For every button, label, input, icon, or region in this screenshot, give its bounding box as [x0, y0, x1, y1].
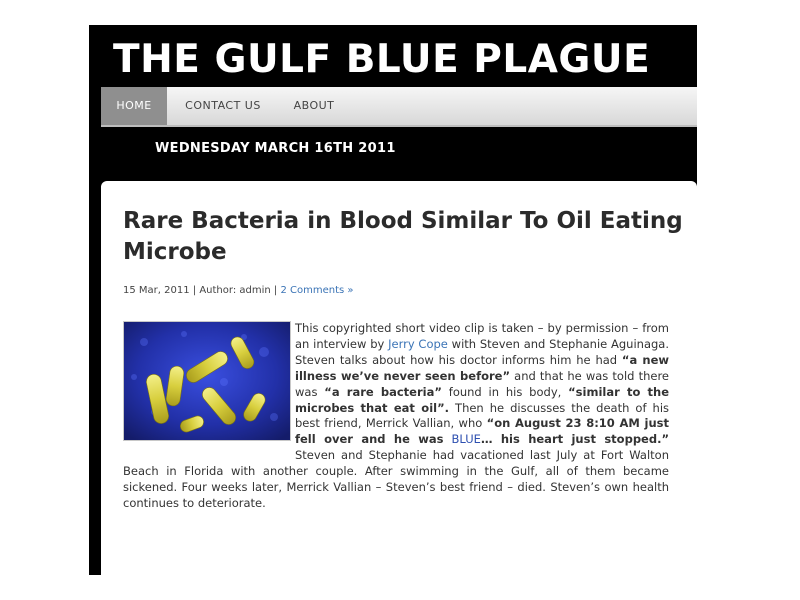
meta-separator: |	[192, 285, 197, 296]
quote-fell-over: “on August 23 8:10 AM just fell over and he was	[295, 416, 670, 447]
body-text-4: found in his body,	[448, 384, 562, 399]
main-nav	[101, 87, 697, 127]
interviewer-link[interactable]: Jerry Cope	[388, 336, 448, 351]
nav-contact-us[interactable]: CONTACT US	[185, 99, 261, 112]
post-meta	[123, 285, 354, 296]
site-title[interactable]: THE GULF BLUE PLAGUE	[113, 37, 651, 82]
quote-rare-bacteria: “a rare bacteria”	[324, 384, 442, 399]
post-body	[123, 321, 669, 512]
quote-microbes: “similar to the microbes that eat oil”.	[295, 384, 670, 415]
comments-link[interactable]: 2 Comments »	[280, 285, 354, 296]
body-text-1: This copyrighted short video clip is taken – by permission – from an interview by	[295, 321, 669, 351]
nav-home[interactable]: HOME	[101, 87, 167, 125]
post-author: admin	[239, 285, 271, 296]
date-bar: WEDNESDAY MARCH 16TH 2011	[155, 141, 396, 156]
nav-about[interactable]: ABOUT	[293, 99, 335, 112]
body-text-2: with Steven and Stephanie Aguinaga. Steven talks about how his doctor informs him he had	[295, 336, 670, 367]
post-title[interactable]: Rare Bacteria in Blood Similar To Oil Eating Microbe	[123, 208, 683, 265]
post-container	[101, 181, 697, 575]
body-text-5: Then he discusses the death of his best friend, Merrick Vallian, who	[295, 400, 670, 431]
body-text-6: Steven and Stephanie had vacationed last July at Fort Walton Beach in Florida with another couple. After swimming in the Gulf, all of them became sickened. Four weeks later, Merrick Vallian – Steven’s best friend – died. Steven’s own health continues to deteriorate.	[123, 448, 669, 510]
blue-word: BLUE	[451, 432, 481, 447]
post-date: 15 Mar, 2011	[123, 285, 190, 296]
author-prefix: Author:	[199, 285, 237, 296]
quote-new-illness: “a new illness we’ve never seen before”	[295, 352, 669, 383]
body-text-3: and that he was told there was	[295, 368, 669, 399]
page-frame	[89, 25, 697, 575]
quote-heart-stopped: … his heart just stopped.”	[480, 432, 670, 447]
meta-separator: |	[273, 285, 278, 296]
image-spacer	[123, 321, 295, 449]
